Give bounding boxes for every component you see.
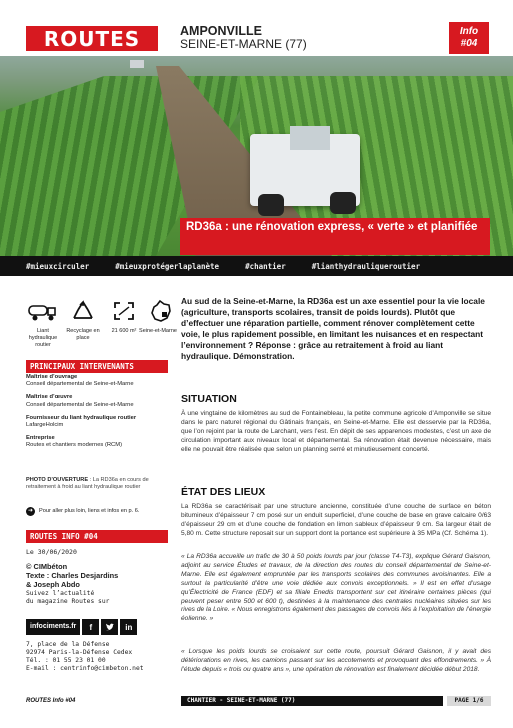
area-icon xyxy=(109,298,139,324)
more-info-text: Pour aller plus loin, liens et infos en p. 6. xyxy=(39,508,140,514)
section-title: ROUTES INFO #04 xyxy=(30,532,98,541)
city-name: AMPONVILLE xyxy=(180,24,262,38)
hashtag[interactable]: #lianthydrauliqueroutier xyxy=(311,261,421,271)
photo-caption-text: : La RD36a en cours de retraitement à froid au liant hydraulique routier xyxy=(26,477,149,490)
page-number: PAGE 1/6 xyxy=(447,696,491,706)
machine-cab xyxy=(290,126,330,150)
tanker-truck-icon xyxy=(28,298,58,324)
section-header xyxy=(26,360,168,373)
credits xyxy=(26,562,176,589)
credits-line: Texte : Charles Desjardins xyxy=(26,571,119,580)
credits-line: © CIMbéton xyxy=(26,562,68,571)
machine-wheel xyxy=(258,194,284,216)
more-info-link[interactable] xyxy=(26,507,176,516)
phone-line: Tél. : 01 55 23 01 00 xyxy=(26,657,106,664)
badge-line1: Info xyxy=(459,26,479,37)
paragraph-etat-2 xyxy=(181,553,491,624)
linkedin-icon[interactable]: in xyxy=(120,619,137,635)
hashtag-band xyxy=(0,256,513,276)
role-value: Conseil départemental de Seine-et-Marne xyxy=(26,401,134,408)
hero-title: RD36a : une rénovation express, « verte » et planifiée xyxy=(180,218,490,255)
list-item xyxy=(26,415,176,429)
address-line: 92974 Paris-la-Défense Cedex xyxy=(26,649,133,656)
hashtag[interactable]: #mieuxcirculer xyxy=(26,261,90,271)
icon-label: Recyclage en place xyxy=(66,328,100,341)
article-intro: Au sud de la Seine-et-Marne, la RD36a est un axe essentiel pour la vie locale (agriculture, transports scolaires, transit de poids lourds). Plutôt que d’effectuer une réparation partielle, comment rénover complètement cette voie, le plus rapidement possible, en limitant les nuisances et en respectant l’environnement ? Réponse : grâce au retraitement à froid au liant hydraulique. Démonstration. xyxy=(181,296,485,361)
icon-label: 21 600 m² xyxy=(111,328,137,334)
address-line: 7, place de la Défense xyxy=(26,641,110,648)
key-facts-icons xyxy=(26,298,176,360)
section-heading-situation: SITUATION xyxy=(181,393,237,405)
location xyxy=(180,25,307,51)
follow-line: Suivez l’actualité xyxy=(26,590,95,597)
hashtag[interactable]: #chantier xyxy=(245,261,286,271)
role-value: Routes et chantiers modernes (RCM) xyxy=(26,442,123,449)
section-header xyxy=(26,530,168,543)
paragraph-etat-3 xyxy=(181,648,491,675)
address-block xyxy=(26,641,176,673)
social-links xyxy=(26,619,139,635)
paragraph-situation: À une vingtaine de kilomètres au sud de Fontainebleau, la petite commune agricole d’Amponville se situe dans le parc naturel régional du Gâtinais français, en Seine-et-Marne. Elle est desservie par la RD36a, que l’on rejoint par la route de Larchant, vers l’est. En dépit de ses apparences modestes, c’est un axe de circulation important aux niveaux local et départemental. Sa rénovation était devenue nécessaire, mais elle ne pouvait être réalisée que selon un planning serré et minutieusement concerté. xyxy=(181,410,491,453)
region-map-icon xyxy=(146,298,176,324)
photo-caption-label: PHOTO D’OUVERTURE xyxy=(26,477,89,483)
quote-text: « Lorsque les poids lourds se croisaient sur cette route, poursuit Gérard Gaisnon, il y avait des détériorations en rives, les camions passant sur les accotements et provoquant des effondrements. » À l’étude depuis « trois ou quatre ans », une opération de rénovation est finalement décidée début 2018. xyxy=(181,648,491,673)
role-value: LafargeHolcim xyxy=(26,422,64,429)
role-label: Entreprise xyxy=(26,435,55,442)
twitter-icon[interactable] xyxy=(101,619,118,635)
footer-publication: ROUTES Info #04 xyxy=(26,698,76,704)
list-item xyxy=(26,374,176,388)
icon-label: Liant hydraulique routier xyxy=(28,328,58,348)
department-name: SEINE-ET-MARNE (77) xyxy=(180,37,307,51)
recycle-icon xyxy=(68,298,98,324)
paragraph-etat-1: La RD36a se caractérisait par une structure ancienne, constituée d’une couche de surface en béton bitumineux d’épaisseur 7 cm posé sur un enduit superficiel, d’une couche de base en grave calcaire 0/63 d’épaisseur 29 cm et d’une couche de fondation en limon sableux d’épaisseur 9 cm. Sa largeur était de 5,80 m. Cette structure reposait sur un support dont la portance est supérieure à 35 MPa (Cf. Schéma 1). xyxy=(181,503,491,537)
machine-wheel xyxy=(330,192,356,214)
badge-line2: #04 xyxy=(460,38,478,49)
credits-line: & Joseph Abdo xyxy=(26,580,80,589)
email-line: E-mail : centrinfo@cimbeton.net xyxy=(26,665,144,672)
role-label: Maîtrise d’œuvre xyxy=(26,394,73,401)
quote-text: « La RD36a accueille un trafic de 30 à 50 poids lourds par jour (classe T4-T3), explique Gérard Gaisnon, adjoint au service Études et travaux, de la direction des routes du conseil départemental de Seine-et-Marne. Elle est également empruntée par les transports scolaires des communes avoisinantes. Elle a surtout la particularité d’être une voie dédiée aux convois exceptionnels. » Il est en effet d’usage qu’Électricité de France (EDF) et sa filiale Enedis transportent sur cet itinéraire certaines pièces (qui peuvent peser entre 500 et 600 t), destinées à la maintenance des centrales nucléaires situées sur les rives de la Loire. « Nous enregistrons également des passages de convois liés à l’exploitation de l’énergie éolienne. » xyxy=(181,553,491,623)
role-value: Conseil départemental de Seine-et-Marne xyxy=(26,381,134,388)
footer-section: CHANTIER - SEINE-ET-MARNE (77) xyxy=(181,696,443,706)
hashtag[interactable]: #mieuxprotégerlaplanète xyxy=(115,261,220,271)
site-link[interactable]: infociments.fr xyxy=(26,619,80,635)
facebook-icon[interactable]: f xyxy=(82,619,99,635)
section-heading-etat: ÉTAT DES LIEUX xyxy=(181,486,266,498)
section-title: PRINCIPAUX INTERVENANTS xyxy=(30,362,134,371)
list-item xyxy=(26,435,176,449)
page-footer xyxy=(0,698,513,708)
follow-line: du magazine Routes sur xyxy=(26,598,110,605)
role-label: Fournisseur du liant hydraulique routier xyxy=(26,414,137,421)
routes-logo: ROUTES xyxy=(26,26,158,51)
publication-date: Le 30/06/2020 xyxy=(26,548,77,556)
arrow-right-icon: ➜ xyxy=(27,508,34,514)
info-badge xyxy=(449,22,489,54)
intervenants-list xyxy=(26,374,176,456)
list-item xyxy=(26,394,176,408)
icon-label: Seine-et-Marne xyxy=(139,328,177,334)
distant-truck xyxy=(130,60,144,68)
role-label: Maîtrise d’ouvrage xyxy=(26,374,78,380)
photo-caption xyxy=(26,477,176,491)
follow-text xyxy=(26,590,176,606)
page-header xyxy=(0,0,513,56)
